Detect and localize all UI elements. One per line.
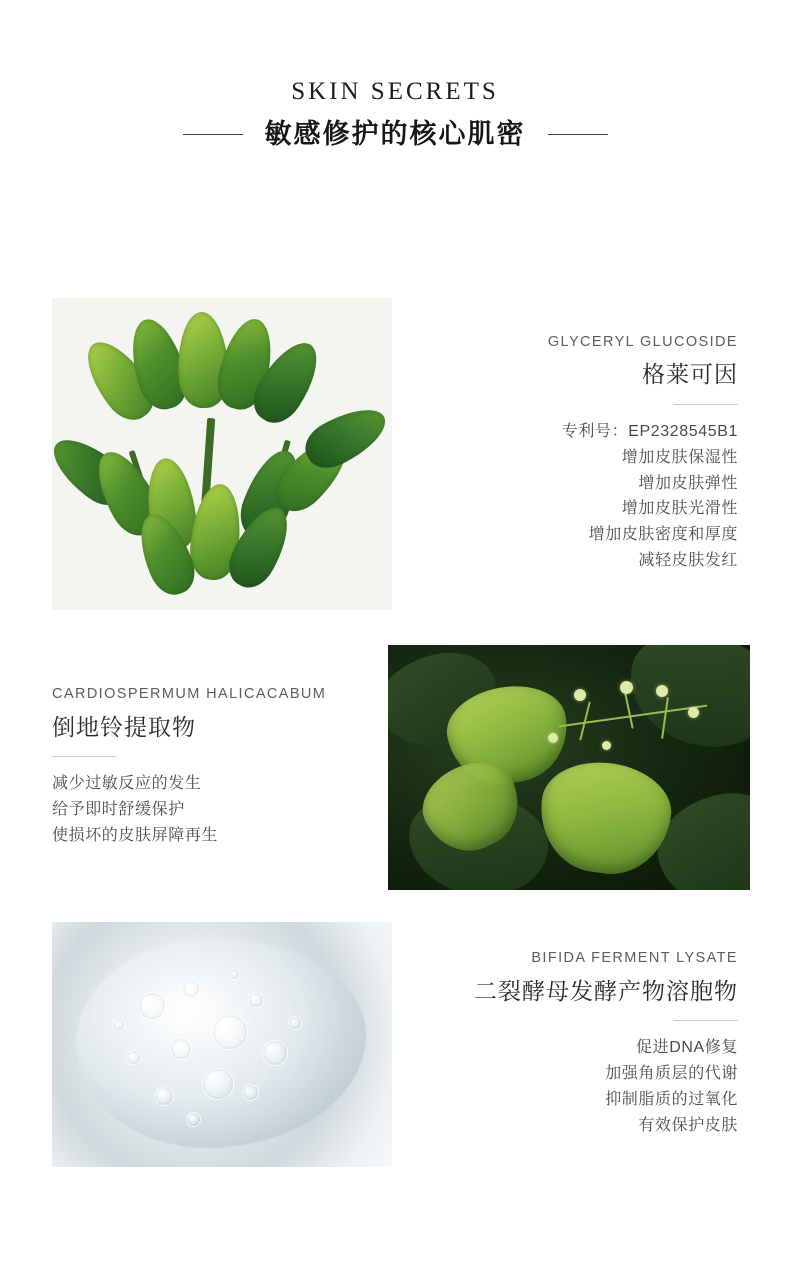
ingredient-text-cardiospermum (52, 645, 382, 890)
ingredient-benefit-item: 增加皮肤弹性 (638, 474, 738, 492)
page-title-chinese-row (0, 120, 790, 150)
header-rule-right (548, 134, 608, 135)
ingredient-latin-name: GLYCERYL GLUCOSIDE (547, 333, 738, 350)
page-title-english: SKIN SECRETS (291, 78, 499, 105)
ingredient-section-glyceryl-glucoside (0, 298, 790, 610)
ingredient-chinese-name: 二裂酵母发酵产物溶胞物 (474, 977, 738, 1004)
ingredient-text-bifida (408, 922, 738, 1167)
text-divider (52, 756, 116, 757)
ingredient-image-bifida (52, 922, 392, 1167)
ingredient-benefit-list (52, 771, 218, 849)
ingredient-benefit-item: 减轻皮肤发红 (638, 552, 738, 570)
ingredient-benefit-item: 有效保护皮肤 (638, 1116, 738, 1134)
ingredient-benefit-item: 增加皮肤光滑性 (621, 500, 738, 518)
ingredient-benefit-item: 加强角质层的代谢 (605, 1065, 738, 1082)
ingredient-latin-name: BIFIDA FERMENT LYSATE (531, 950, 738, 967)
ingredient-chinese-name: 倒地铃提取物 (52, 713, 196, 740)
text-divider (674, 1020, 738, 1021)
ingredient-benefit-item: 给予即时舒缓保护 (52, 800, 185, 818)
ingredient-image-cardiospermum (388, 645, 750, 890)
ingredient-benefit-item: 减少过敏反应的发生 (52, 775, 202, 793)
ingredient-chinese-name: 格莱可因 (642, 361, 738, 388)
ingredient-benefit-item: 抑制脂质的过氧化 (605, 1090, 738, 1108)
page-title-chinese: 敏感修护的核心肌密 (264, 118, 526, 149)
ingredient-latin-name: CARDIOSPERMUM HALICACABUM (52, 686, 327, 703)
ingredient-benefit-list (562, 419, 738, 574)
header-rule-left (183, 134, 243, 135)
ingredient-image-glyceryl-glucoside (52, 298, 392, 610)
ingredient-section-cardiospermum (0, 645, 790, 890)
ingredient-section-bifida (0, 922, 790, 1167)
ingredient-benefit-item: 专利号：EP2328545B1 (561, 422, 738, 440)
ingredient-benefit-item: 促进DNA修复 (636, 1039, 738, 1057)
ingredient-text-glyceryl-glucoside (408, 298, 738, 610)
ingredient-benefit-item: 增加皮肤保湿性 (621, 448, 738, 466)
ingredient-benefit-list (605, 1035, 738, 1139)
text-divider (674, 404, 738, 405)
page-header (0, 0, 790, 149)
ingredient-benefit-item: 使损坏的皮肤屏障再生 (52, 826, 219, 844)
ingredient-benefit-item: 增加皮肤密度和厚度 (588, 526, 738, 544)
